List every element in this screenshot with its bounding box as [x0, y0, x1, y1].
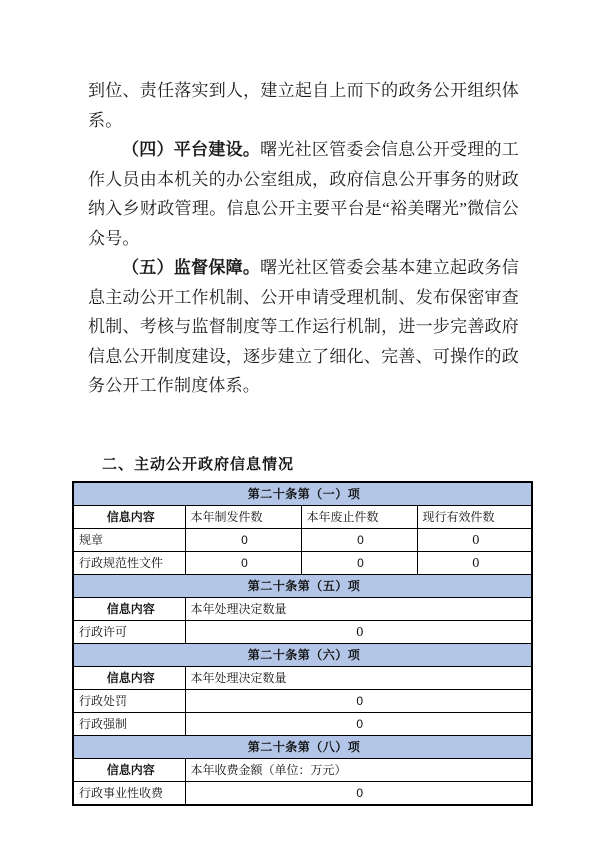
cell-value: 0: [417, 551, 532, 574]
cell-value: 0: [185, 689, 532, 712]
row-label: 行政规范性文件: [73, 551, 185, 574]
table-header-row: [73, 597, 532, 620]
paragraph-text: 到位、责任落实到人，建立起自上而下的政务公开组织体系。: [88, 81, 519, 130]
section-heading: 二、主动公开政府信息情况: [102, 455, 295, 473]
paragraph-lead: （四）平台建设。: [122, 140, 261, 159]
paragraph: [88, 76, 519, 135]
paragraph-text: 曙光社区管委会信息公开受理的工作人员由本机关的办公室组成，政府信息公开事务的财政纳入乡财政管理。信息公开主要平台是“裕美曙光”微信公众号。: [88, 140, 519, 248]
column-header: 本年处理决定数量: [185, 666, 532, 689]
table-section-title: 第二十条第（八）项: [73, 735, 532, 758]
table-header-row: [73, 758, 532, 781]
table-header-row: [73, 666, 532, 689]
paragraph-text: 曙光社区管委会基本建立起政务信息主动公开工作机制、公开申请受理机制、发布保密审查机制、考核与监督制度等工作运行机制，进一步完善政府信息公开制度建设，逐步建立了细化、完善、可操作的政务公开工作制度体系。: [88, 258, 519, 395]
table-section-title-row: [73, 574, 532, 597]
cell-value: 0: [185, 528, 301, 551]
row-label: 行政强制: [73, 712, 185, 735]
column-header: 信息内容: [73, 758, 185, 781]
paragraph-lead: （五）监督保障。: [122, 258, 261, 277]
column-header: 信息内容: [73, 597, 185, 620]
column-header: 信息内容: [73, 666, 185, 689]
cell-value: 0: [185, 551, 301, 574]
table-row: [73, 781, 532, 805]
table-section-title: 第二十条第（六）项: [73, 643, 532, 666]
column-header: 本年废止件数: [301, 505, 417, 528]
row-label: 行政处罚: [73, 689, 185, 712]
table-row: [73, 528, 532, 551]
table-row: [73, 712, 532, 735]
column-header: 本年收费金额（单位：万元）: [185, 758, 532, 781]
paragraph: [88, 253, 519, 401]
disclosure-table: [72, 481, 533, 806]
row-label: 行政事业性收费: [73, 781, 185, 805]
cell-value: 0: [185, 781, 532, 805]
table-header-row: [73, 505, 532, 528]
table-section-title-row: [73, 482, 532, 506]
body-text: [88, 76, 519, 401]
table-row: [73, 551, 532, 574]
table-section-title-row: [73, 643, 532, 666]
table-section-title: 第二十条第（一）项: [73, 482, 532, 506]
table-row: [73, 689, 532, 712]
column-header: 本年制发件数: [185, 505, 301, 528]
cell-value: 0: [185, 712, 532, 735]
table-section-title-row: [73, 735, 532, 758]
column-header: 本年处理决定数量: [185, 597, 532, 620]
cell-value: 0: [417, 528, 532, 551]
column-header: 信息内容: [73, 505, 185, 528]
cell-value: 0: [185, 620, 532, 643]
table-section-title: 第二十条第（五）项: [73, 574, 532, 597]
cell-value: 0: [301, 528, 417, 551]
table-row: [73, 620, 532, 643]
paragraph: [88, 135, 519, 253]
row-label: 规章: [73, 528, 185, 551]
column-header: 现行有效件数: [417, 505, 532, 528]
row-label: 行政许可: [73, 620, 185, 643]
cell-value: 0: [301, 551, 417, 574]
